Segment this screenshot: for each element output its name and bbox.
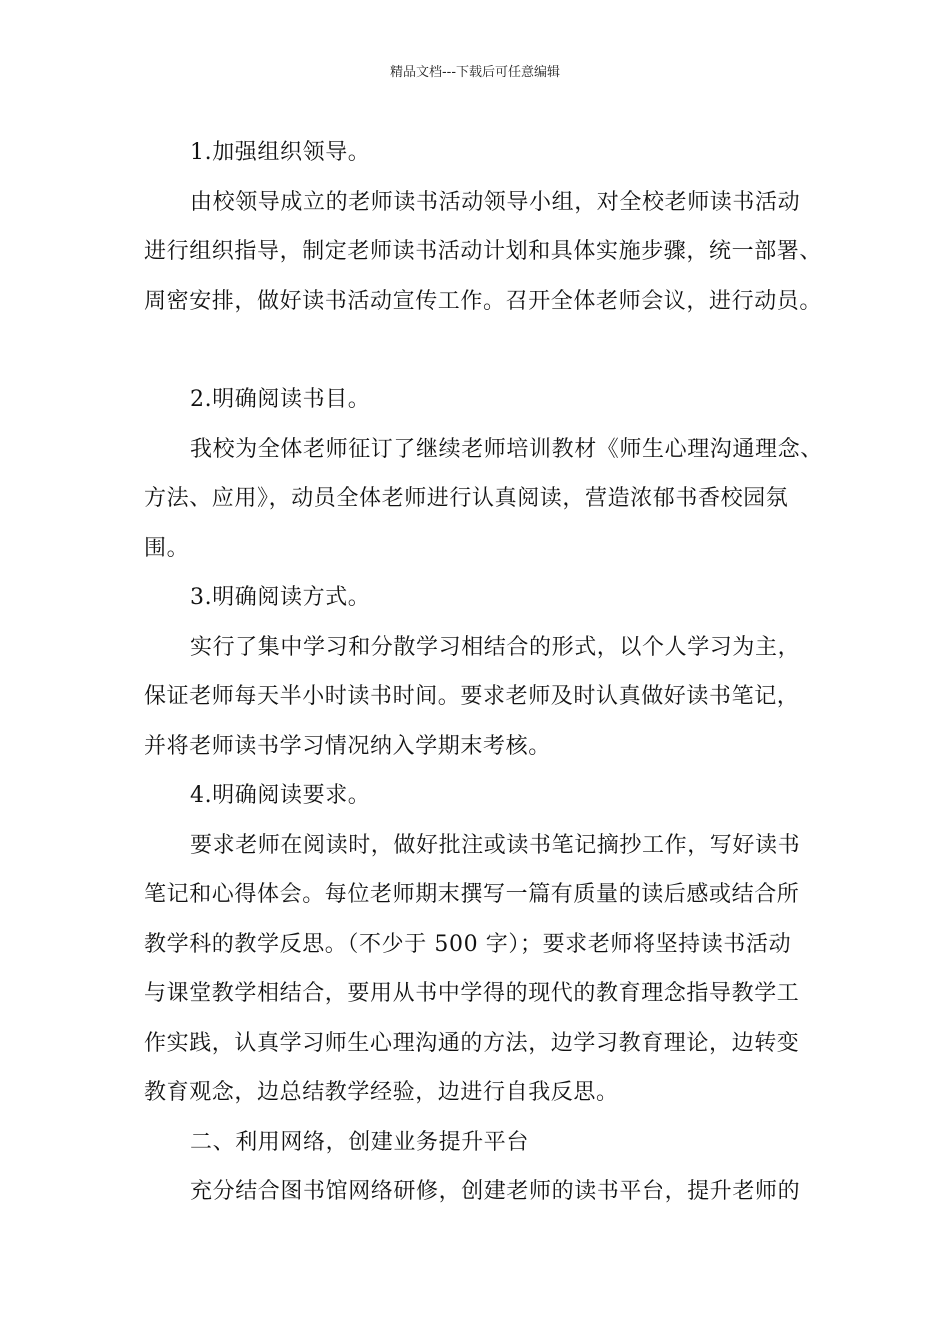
paragraph-line: 实行了集中学习和分散学习相结合的形式，以个人学习为主，: [190, 634, 801, 660]
paragraph-line: 要求老师在阅读时，做好批注或读书笔记摘抄工作，写好读书: [190, 832, 801, 858]
paragraph-line: 与课堂教学相结合，要用从书中学得的现代的教育理念指导教学工: [144, 981, 800, 1006]
section-heading-3: 3.明确阅读方式。: [190, 585, 371, 610]
paragraph-line: 由校领导成立的老师读书活动领导小组，对全校老师读书活动: [190, 189, 801, 215]
paragraph-line: 笔记和心得体会。每位老师期末撰写一篇有质量的读后感或结合所: [144, 882, 800, 907]
paragraph-line: 保证老师每天半小时读书时间。要求老师及时认真做好读书笔记，: [144, 684, 800, 709]
paragraph-line: 教育观念，边总结教学经验，边进行自我反思。: [144, 1080, 619, 1105]
document-body: [144, 128, 834, 1217]
section-heading-2: 2.明确阅读书目。: [190, 387, 371, 412]
page-header: 精品文档---下载后可任意编辑: [389, 65, 561, 80]
section-heading-1: 1.加强组织领导。: [190, 140, 371, 165]
paragraph-line: 围。: [144, 535, 190, 561]
paragraph-line: 进行组织指导，制定老师读书活动计划和具体实施步骤，统一部署、: [144, 239, 823, 264]
paragraph-line: 教学科的教学反思。（不少于 500 字）；要求老师将坚持读书活动: [144, 931, 792, 957]
section-heading-5: 二、利用网络，创建业务提升平台: [190, 1129, 530, 1155]
paragraph-line: 并将老师读书学习情况纳入学期末考核。: [144, 733, 551, 759]
paragraph-line: 我校为全体老师征订了继续老师培训教材《师生心理沟通理念、: [190, 436, 823, 462]
paragraph-line: 作实践，认真学习师生心理沟通的方法，边学习教育理论，边转变: [144, 1030, 800, 1056]
paragraph-line: 方法、应用》，动员全体老师进行认真阅读，营造浓郁书香校园氛: [144, 486, 789, 511]
blank-line: [144, 326, 834, 375]
section-heading-4: 4.明确阅读要求。: [190, 783, 371, 808]
paragraph-line: 充分结合图书馆网络研修，创建老师的读书平台，提升老师的: [190, 1179, 801, 1204]
paragraph-line: 周密安排，做好读书活动宣传工作。召开全体老师会议，进行动员。: [144, 288, 823, 314]
